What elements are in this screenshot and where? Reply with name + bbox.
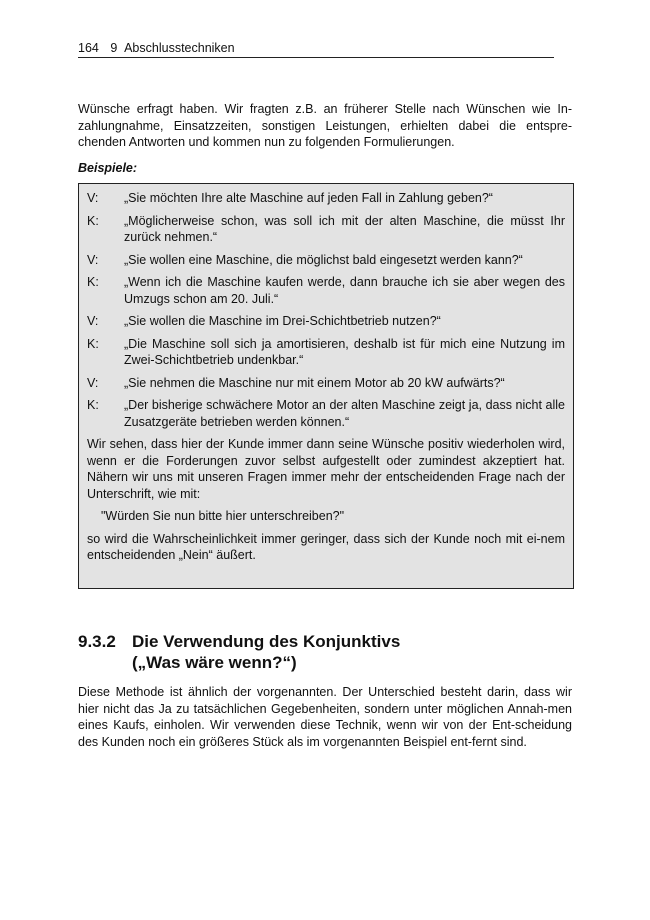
dialogue-line	[87, 213, 565, 246]
section-title-line1: Die Verwendung des Konjunktivs	[132, 632, 401, 651]
speaker: K:	[87, 275, 99, 289]
section-title-line2: („Was wäre wenn?“)	[132, 653, 297, 672]
speaker: K:	[87, 398, 99, 412]
running-header	[78, 40, 554, 58]
utterance: „Sie wollen die Maschine im Drei-Schichtbetrieb nutzen?“	[124, 314, 441, 328]
utterance: „Die Maschine soll sich ja amortisieren, deshalb ist für mich eine Nutzung im Zwei-Schichtbetrieb undenkbar.“	[124, 336, 565, 367]
dialogue-line	[87, 274, 565, 307]
speaker: K:	[87, 336, 99, 351]
speaker: V:	[87, 252, 99, 267]
section-number: 9.3.2	[78, 632, 116, 651]
speaker: K:	[87, 213, 99, 228]
chapter-title: Abschlusstechniken	[124, 41, 235, 55]
utterance: „Wenn ich die Maschine kaufen werde, dann brauche ich sie aber wegen des Umzugs schon am 20. Juli.“	[124, 275, 565, 306]
dialogue-line	[87, 397, 565, 430]
intro-paragraph: Wünsche erfragt haben. Wir fragten z.B. an früherer Stelle nach Wünschen wie In-zahlungnahme, Einsatzzeiten, sonstigen Leistungen, erhielten dabei die entspre-chenden Antworten und kommen nun zu folgenden Formulierungen.	[78, 102, 572, 149]
section-paragraph: Diese Methode ist ähnlich der vorgenannten. Der Unterschied besteht darin, dass wir hier nicht das Ja zu tatsächlichen Gegebenheiten, sondern unter möglichen Annah-men eines Kaufs, einholen. Wir verwenden diese Technik, wenn wir von der Ent-scheidung des Kunden noch ein größeres Stück als im vorgenannten Beispiel ent-fernt sind.	[78, 685, 572, 749]
utterance: „Sie nehmen die Maschine nur mit einem Motor ab 20 kW aufwärts?“	[124, 375, 505, 390]
box-paragraph: Wir sehen, dass hier der Kunde immer dann seine Wünsche positiv wiederholen wird, wenn er die Forderungen zuvor selbst aufgestellt oder zumindest akzeptiert hat. Nähern wir uns mit unseren Fragen immer mehr der entscheidenden Frage nach der Unterschrift, wie mit:	[87, 437, 565, 501]
dialogue-line	[87, 313, 565, 330]
box-closing: so wird die Wahrscheinlichkeit immer geringer, dass sich der Kunde noch mit ei-nem entscheidenden „Nein“ äußert.	[87, 531, 565, 562]
box-quote: "Würden Sie nun bitte hier unterschreiben?"	[101, 509, 345, 523]
utterance: „Sie möchten Ihre alte Maschine auf jeden Fall in Zahlung geben?“	[124, 191, 493, 205]
dialogue-line	[87, 252, 565, 269]
dialogue-line	[87, 190, 565, 207]
example-box	[78, 183, 574, 589]
utterance: „Sie wollen eine Maschine, die möglichst bald eingesetzt werden kann?“	[124, 252, 523, 267]
utterance: „Möglicherweise schon, was soll ich mit der alten Maschine, die müsst Ihr zurück nehmen.“	[124, 213, 565, 244]
speaker: V:	[87, 314, 99, 328]
dialogue-line	[87, 375, 565, 392]
examples-label: Beispiele:	[78, 161, 138, 175]
utterance: „Der bisherige schwächere Motor an der alten Maschine zeigt ja, dass nicht alle Zusatzgeräte betrieben werden können.“	[124, 398, 565, 429]
chapter-number: 9	[110, 41, 118, 55]
section-heading	[78, 631, 400, 673]
speaker: V:	[87, 375, 99, 390]
dialogue-line	[87, 336, 565, 369]
page-number: 164	[78, 41, 99, 55]
speaker: V:	[87, 191, 99, 205]
